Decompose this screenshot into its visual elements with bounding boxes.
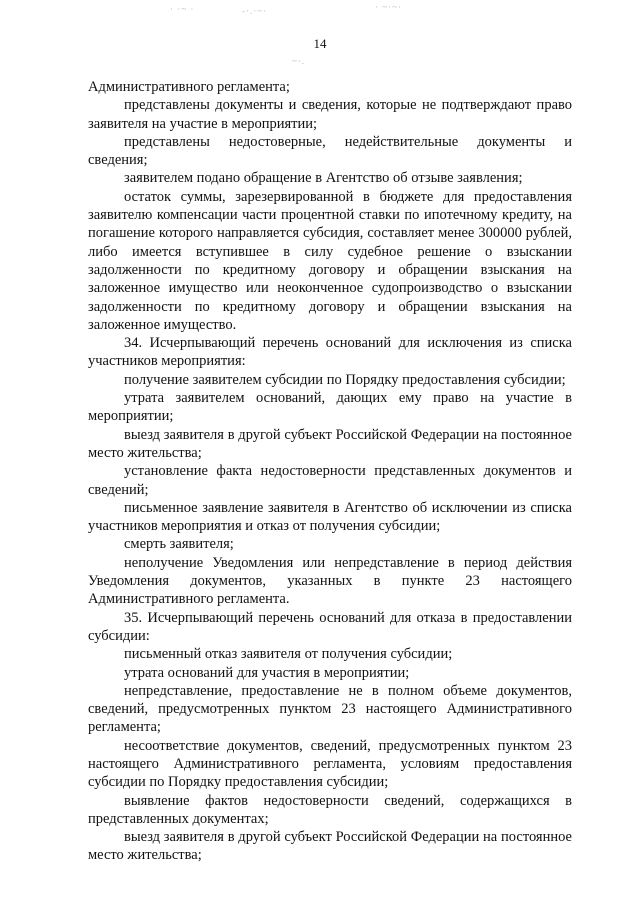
document-body	[88, 78, 572, 865]
paragraph: установление факта недостоверности представленных документов и сведений;	[88, 463, 572, 498]
scan-noise-mark: · ·~ ·	[170, 4, 195, 14]
paragraph: Административного регламента;	[88, 79, 290, 95]
paragraph: остаток суммы, зарезервированной в бюджете для предоставления заявителю компенсации части процентной ставки по ипотечному кредиту, на погашение которого направляется субсидия, составляет менее 300000 рублей, либо имеется вступившее в силу судебное решение о взыскании задолженности по кредитному договору и обращении взыскания на заложенное имущество или неоконченное судопроизводство о взыскании задолженности по кредитному договору и обращении взыскания на заложенное имущество.	[88, 188, 572, 333]
paragraph: выезд заявителя в другой субъект Российской Федерации на постоянное место жительства;	[88, 829, 572, 864]
paragraph: выезд заявителя в другой субъект Российской Федерации на постоянное место жительства;	[88, 426, 572, 461]
scan-noise-mark: ~·.	[292, 56, 306, 66]
paragraph: неполучение Уведомления или непредставление в период действия Уведомления документов, указанных в пункте 23 настоящего Административного регламента.	[88, 554, 572, 608]
paragraph: утрата заявителем оснований, дающих ему право на участие в мероприятии;	[88, 390, 572, 425]
paragraph: 34. Исчерпывающий перечень оснований для исключения из списка участников мероприятия:	[88, 335, 572, 370]
paragraph: смерть заявителя;	[124, 536, 234, 553]
paragraph: утрата оснований для участия в мероприятии;	[124, 664, 410, 681]
paragraph: 35. Исчерпывающий перечень оснований для отказа в предоставлении субсидии:	[88, 609, 572, 644]
scan-noise-mark: · ~·~·	[375, 2, 402, 12]
paragraph: представлены недостоверные, недействительные документы и сведения;	[88, 133, 572, 169]
paragraph: получение заявителем субсидии по Порядку предоставления субсидии;	[124, 371, 566, 388]
paragraph: непредставление, предоставление не в полном объеме документов, сведений, предусмотренных пунктом 23 настоящего Административного регламента;	[88, 682, 572, 736]
scan-noise-mark: -·.·~·	[242, 6, 268, 16]
page-number: 14	[313, 36, 327, 51]
paragraph: письменный отказ заявителя от получения субсидии;	[124, 646, 453, 663]
paragraph: заявителем подано обращение в Агентство об отзыве заявления;	[124, 170, 523, 187]
paragraph: несоответствие документов, сведений, предусмотренных пунктом 23 настоящего Административного регламента, условиям предоставления субсидии по Порядку предоставления субсидии;	[88, 737, 572, 791]
paragraph: выявление фактов недостоверности сведений, содержащихся в представленных документах;	[88, 792, 572, 827]
paragraph: представлены документы и сведения, которые не подтверждают право заявителя на участие в мероприятии;	[88, 97, 572, 132]
paragraph: письменное заявление заявителя в Агентство об исключении из списка участников мероприятия и отказ от получения субсидии;	[88, 499, 572, 535]
